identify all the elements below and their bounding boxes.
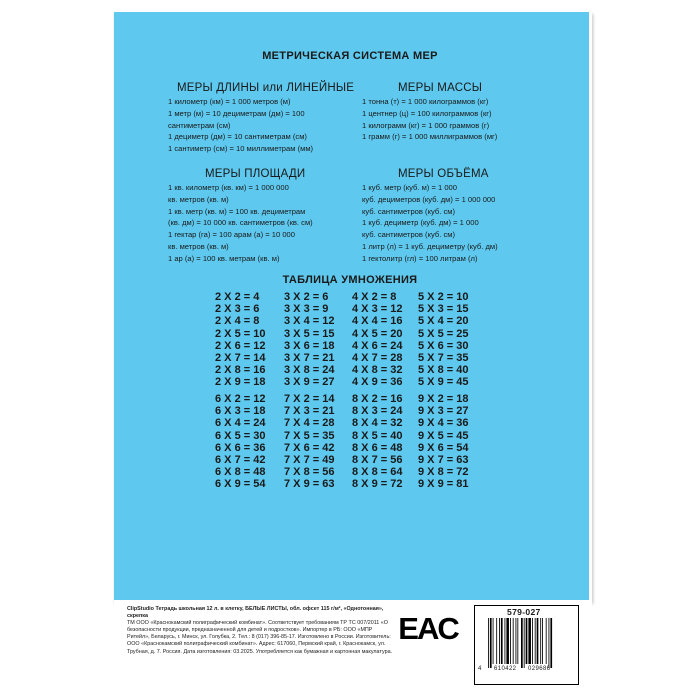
mult-row: 9 X 4 = 36 xyxy=(418,417,469,430)
mult-row: 8 X 5 = 40 xyxy=(352,429,403,442)
barcode-bar xyxy=(499,618,500,664)
mult-row: 4 X 3 = 12 xyxy=(352,303,403,316)
mult-row: 5 X 2 = 10 xyxy=(418,291,469,303)
mult-row: 9 X 7 = 63 xyxy=(418,454,469,467)
mult-row: 9 X 8 = 72 xyxy=(418,466,469,479)
article-number: 579-027 xyxy=(507,607,541,617)
mult-row: 3 X 9 = 27 xyxy=(284,376,335,389)
barcode-digits-left: 610422 xyxy=(494,666,517,672)
mult-row: 6 X 4 = 24 xyxy=(215,417,266,430)
mult-row: 2 X 2 = 4 xyxy=(215,291,260,303)
mult-row: 6 X 6 = 36 xyxy=(215,441,266,454)
area-measures-title: МЕРЫ ПЛОЩАДИ xyxy=(205,168,306,180)
length-measures-title: МЕРЫ ДЛИНЫ или ЛИНЕЙНЫЕ xyxy=(177,82,355,94)
barcode-bar xyxy=(513,618,514,664)
mult-row: 2 X 7 = 14 xyxy=(215,352,266,365)
volume-measures-text: 1 куб. метр (куб. м) = 1 000 куб. дециметров (куб. дм) = 1 000 000 куб. сантиметров (куб. см) 1 куб. дециметр (куб. дм) = 1 000 куб. сантиметров (куб. см) 1 литр (л) = 1 куб. дециметру (куб. дм) 1 гектолитр (гл) = 100 литрам (л) xyxy=(362,183,498,263)
mult-column-9 xyxy=(418,393,468,491)
product-name: ClipStudio Тетрадь школьная 12 л. в клетку, БЕЛЫЕ ЛИСТЫ, обл. офсет 115 г/м², «Однотонная», скрепка xyxy=(127,606,384,620)
barcode-bar xyxy=(496,618,497,664)
mult-row: 9 X 3 = 27 xyxy=(418,405,469,418)
barcode-bar xyxy=(550,618,552,668)
barcode-bar xyxy=(524,618,525,668)
mult-column-5 xyxy=(418,291,468,389)
product-info xyxy=(127,606,394,656)
mult-row: 5 X 7 = 35 xyxy=(418,352,469,365)
mult-row: 6 X 2 = 12 xyxy=(215,393,266,405)
barcode-bar xyxy=(501,618,503,664)
manufacturer-info: ТМ ООО «Краснокамский полиграфический комбинат». Соответствует требованиям ТР ТС 007/2011 «О безопасности продукции, предназначенной для детей и подростков». Импортер в РБ: ООО «МПР Ритейл», Беларусь, г. Минск, ул. Голубка, 2. Тел.: 8 (017) 396-85-17. Изготовлено в России. Изготовитель: ООО «Краснокамский полиграфический комбинат». Адрес: 617060, Пермский край, г. Краснокамск, ул. Трубная, д. 7. Россия. Дата изготовления: 03.2025. Употребляется как бумажная и картонная макулатура. xyxy=(127,620,393,655)
mass-measures-text: 1 тонна (т) = 1 000 килограммов (кг) 1 центнер (ц) = 100 килограммов (кг) 1 килограмм (кг) = 1 000 граммов (г) 1 грамм (г) = 1 000 миллиграммов (мг) xyxy=(362,97,498,142)
barcode-bar xyxy=(526,618,528,664)
mult-row: 8 X 7 = 56 xyxy=(352,454,403,467)
barcode-digit-lead: 4 xyxy=(478,666,482,672)
barcode-bar xyxy=(490,618,492,668)
barcode-icon xyxy=(488,618,568,672)
mult-row: 5 X 3 = 15 xyxy=(418,303,469,316)
mult-column-3 xyxy=(284,291,334,389)
mult-row: 5 X 8 = 40 xyxy=(418,364,469,377)
barcode-bar xyxy=(510,618,511,664)
mult-row: 4 X 7 = 28 xyxy=(352,352,403,365)
mult-row: 2 X 6 = 12 xyxy=(215,339,266,352)
mult-row: 4 X 4 = 16 xyxy=(352,315,403,328)
mult-row: 9 X 2 = 18 xyxy=(418,393,469,405)
barcode-bar xyxy=(528,618,531,664)
mult-row: 7 X 4 = 28 xyxy=(284,417,335,430)
mult-row: 8 X 9 = 72 xyxy=(352,478,403,491)
barcode-bar xyxy=(521,618,523,668)
mult-row: 9 X 6 = 54 xyxy=(418,441,469,454)
barcode-bar xyxy=(535,618,536,664)
mult-row: 7 X 2 = 14 xyxy=(284,393,335,405)
mult-row: 6 X 9 = 54 xyxy=(215,478,266,491)
mult-row: 7 X 5 = 35 xyxy=(284,429,335,442)
mass-measures-title: МЕРЫ МАССЫ xyxy=(398,82,483,94)
mult-row: 6 X 5 = 30 xyxy=(215,429,266,442)
barcode-bar xyxy=(488,618,489,668)
volume-measures-title: МЕРЫ ОБЪЁМА xyxy=(398,168,489,180)
mult-row: 3 X 8 = 24 xyxy=(284,364,335,377)
mult-column-6 xyxy=(215,393,265,491)
barcode-bar xyxy=(506,618,509,664)
barcode-bar xyxy=(516,618,517,664)
mult-row: 6 X 3 = 18 xyxy=(215,405,266,418)
multiplication-table-title: ТАБЛИЦА УМНОЖЕНИЯ xyxy=(282,274,418,286)
mult-row: 4 X 9 = 36 xyxy=(352,376,403,389)
mult-row: 2 X 9 = 18 xyxy=(215,376,266,389)
mult-row: 3 X 4 = 12 xyxy=(284,315,335,328)
mult-column-4 xyxy=(352,291,402,389)
barcode-digits-right: 029686 xyxy=(528,666,551,672)
eac-mark-icon xyxy=(398,610,458,646)
page-title: МЕТРИЧЕСКАЯ СИСТЕМА МЕР xyxy=(262,50,438,62)
svg-text:EAC: EAC xyxy=(398,611,458,646)
mult-row: 5 X 4 = 20 xyxy=(418,315,469,328)
mult-row: 6 X 8 = 48 xyxy=(215,466,266,479)
mult-row: 2 X 3 = 6 xyxy=(215,303,260,316)
mult-row: 9 X 9 = 81 xyxy=(418,478,469,491)
mult-row: 5 X 9 = 45 xyxy=(418,376,469,389)
barcode-bar xyxy=(542,618,543,664)
mult-row: 3 X 3 = 9 xyxy=(284,303,329,316)
length-measures-text: 1 километр (км) = 1 000 метров (м) 1 метр (м) = 10 дециметрам (дм) = 100 сантиметрам (см) 1 дециметр (дм) = 10 сантиметрам (см) 1 сантиметр (см) = 10 миллиметрам (мм) xyxy=(168,97,314,154)
mult-row: 8 X 8 = 64 xyxy=(352,466,403,479)
mult-row: 2 X 5 = 10 xyxy=(215,327,266,340)
mult-row: 7 X 7 = 49 xyxy=(284,454,335,467)
mult-column-7 xyxy=(284,393,334,491)
mult-row: 8 X 3 = 24 xyxy=(352,405,403,418)
mult-row: 4 X 8 = 32 xyxy=(352,364,403,377)
mult-row: 7 X 9 = 63 xyxy=(284,478,335,491)
mult-row: 2 X 8 = 16 xyxy=(215,364,266,377)
mult-row: 8 X 2 = 16 xyxy=(352,393,403,405)
mult-row: 7 X 3 = 21 xyxy=(284,405,335,418)
barcode-bar xyxy=(549,618,550,668)
barcode-bar xyxy=(540,618,541,664)
mult-row: 4 X 2 = 8 xyxy=(352,291,397,303)
mult-row: 4 X 6 = 24 xyxy=(352,339,403,352)
mult-row: 3 X 7 = 21 xyxy=(284,352,335,365)
barcode-bar xyxy=(505,618,506,664)
mult-row: 3 X 6 = 18 xyxy=(284,339,335,352)
mult-row: 9 X 5 = 45 xyxy=(418,429,469,442)
mult-row: 3 X 5 = 15 xyxy=(284,327,335,340)
barcode-bar xyxy=(537,618,539,664)
barcode-bar xyxy=(517,618,518,664)
mult-row: 8 X 4 = 32 xyxy=(352,417,403,430)
mult-row: 2 X 4 = 8 xyxy=(215,315,260,328)
mult-row: 8 X 6 = 48 xyxy=(352,441,403,454)
mult-row: 5 X 6 = 30 xyxy=(418,339,469,352)
mult-row: 7 X 8 = 56 xyxy=(284,466,335,479)
mult-column-2 xyxy=(215,291,265,389)
mult-row: 5 X 5 = 25 xyxy=(418,327,469,340)
barcode-bar xyxy=(546,618,547,664)
mult-row: 3 X 2 = 6 xyxy=(284,291,329,303)
area-measures-text: 1 кв. километр (кв. км) = 1 000 000 кв. метров (кв. м) 1 кв. метр (кв. м) = 100 кв. дециметрам (кв. дм) = 10 000 кв. сантиметров (кв. см) 1 гектар (га) = 100 арам (а) = 10 000 кв. метров (кв. м) 1 ар (а) = 100 кв. метрам (кв. м) xyxy=(168,183,313,263)
mult-row: 4 X 5 = 20 xyxy=(352,327,403,340)
mult-row: 6 X 7 = 42 xyxy=(215,454,266,467)
barcode-bar xyxy=(493,618,494,664)
mult-row: 7 X 6 = 42 xyxy=(284,441,335,454)
barcode-bar xyxy=(532,618,533,664)
mult-column-8 xyxy=(352,393,402,491)
